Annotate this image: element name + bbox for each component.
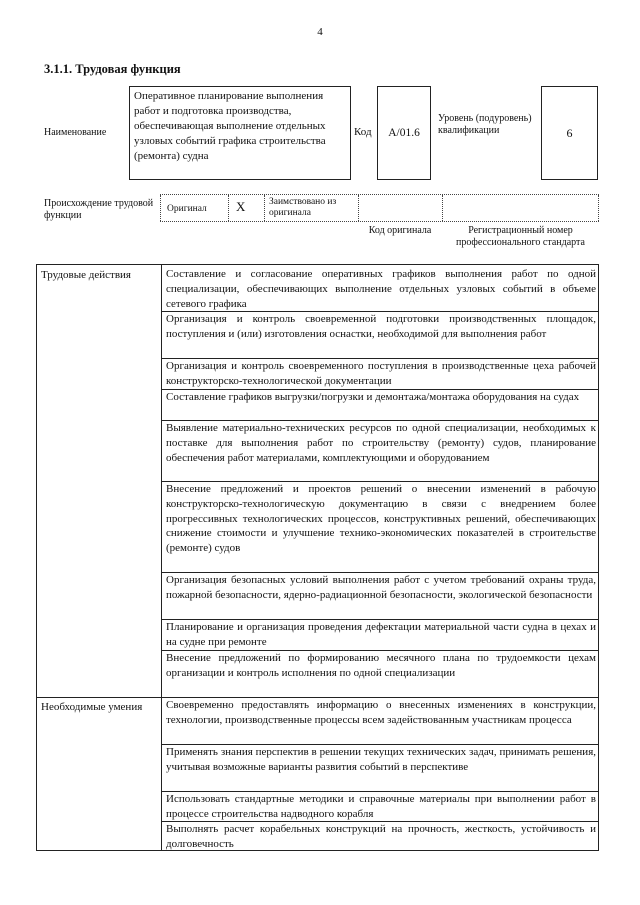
skill-item: Своевременно предоставлять информацию о внесенных изменениях в конструкции, технологии, производственные процессы всем задействованным участникам процесса [166,699,596,726]
labor-action-item: Организация безопасных условий выполнения работ с учетом требований охраны труда, пожарной безопасности, ядерно-радиационной безопасности, экологической безопасности [166,574,596,601]
labor-actions-label: Трудовые действия [41,269,131,281]
original-code-caption: Код оригинала [368,225,432,236]
column-divider [161,265,162,850]
origin-mark-cell [228,195,264,221]
page-number: 4 [317,26,323,38]
origin-borrowed-cell [264,195,358,221]
function-code-box: А/01.6 [377,86,431,180]
labor-action-item: Внесение предложений и проектов решений о внесении изменений в рабочую конструкторско-технологическую документацию в связи с внедрением более прогрессивных технологических процессов, конструктивных решений, обеспечивающих снижение стоимости и улучшение технико-экономических показателей в строительстве (ремонте) судов [166,483,596,555]
labor-action-item: Организация и контроль своевременного поступления в производственные цеха рабочей конструкторско-технологической документации [166,360,596,387]
code-label: Код [354,126,372,138]
origin-code-cell [358,195,442,221]
function-details-table [36,264,599,851]
labor-action-item: Выявление материально-технических ресурсов по одной специализации, необходимых к поставке для выполнения работ по строительству (ремонту) судов, планирование обеспечения работ материалами, комплектующими и оборудованием [166,422,596,464]
labor-action-item: Планирование и организация проведения дефектации материальной части судна в цехах и на судне при ремонте [166,621,596,648]
labor-action-item: Организация и контроль своевременной подготовки производственных площадок, поступления и (или) изготовления оснастки, необходимой для выполнения работ [166,313,596,340]
registration-number-caption: Регистрационный номер профессионального стандарта [456,225,585,248]
origin-original-cell [160,195,228,221]
function-name-box: Оперативное планирование выполнения работ и подготовка производства, обеспечивающая выполнение отдельных узловых событий графика строительства (ремонта) судна [129,86,351,180]
borrowed-label: Заимствовано из оригинала [269,197,337,218]
section-heading: 3.1.1. Трудовая функция [44,62,181,76]
original-mark: X [236,199,246,214]
required-skills-label: Необходимые умения [41,701,143,713]
labor-action-item: Составление и согласование оперативных графиков выполнения работ по одной специализации, обеспечивающих выполнение отдельных узловых событий в объеме сетевого графика [166,268,596,310]
name-label: Наименование [44,127,107,138]
qualification-level-box: 6 [541,86,598,180]
labor-action-item: Внесение предложений по формированию месячного плана по трудоемкости цехам организации и контроль исполнения по одной специализации [166,652,596,679]
skill-item: Использовать стандартные методики и справочные материалы при выполнении работ в процессе строительства надводного корабля [166,793,596,820]
qualification-level-label: Уровень (подуровень) квалификации [438,113,532,136]
skill-item: Выполнять расчет корабельных конструкций на прочность, жесткость, устойчивость и долговечность [166,823,596,850]
origin-table [160,194,599,222]
original-label: Оригинал [167,204,207,214]
origin-label: Происхождение трудовой функции [44,198,154,221]
origin-reg-cell [442,195,599,221]
labor-action-item: Составление графиков выгрузки/погрузки и демонтажа/монтажа оборудования на судах [166,391,580,403]
skill-item: Применять знания перспектив в решении текущих технических задач, принимать решения, учитывая возможные варианты развития событий в перспективе [166,746,596,773]
